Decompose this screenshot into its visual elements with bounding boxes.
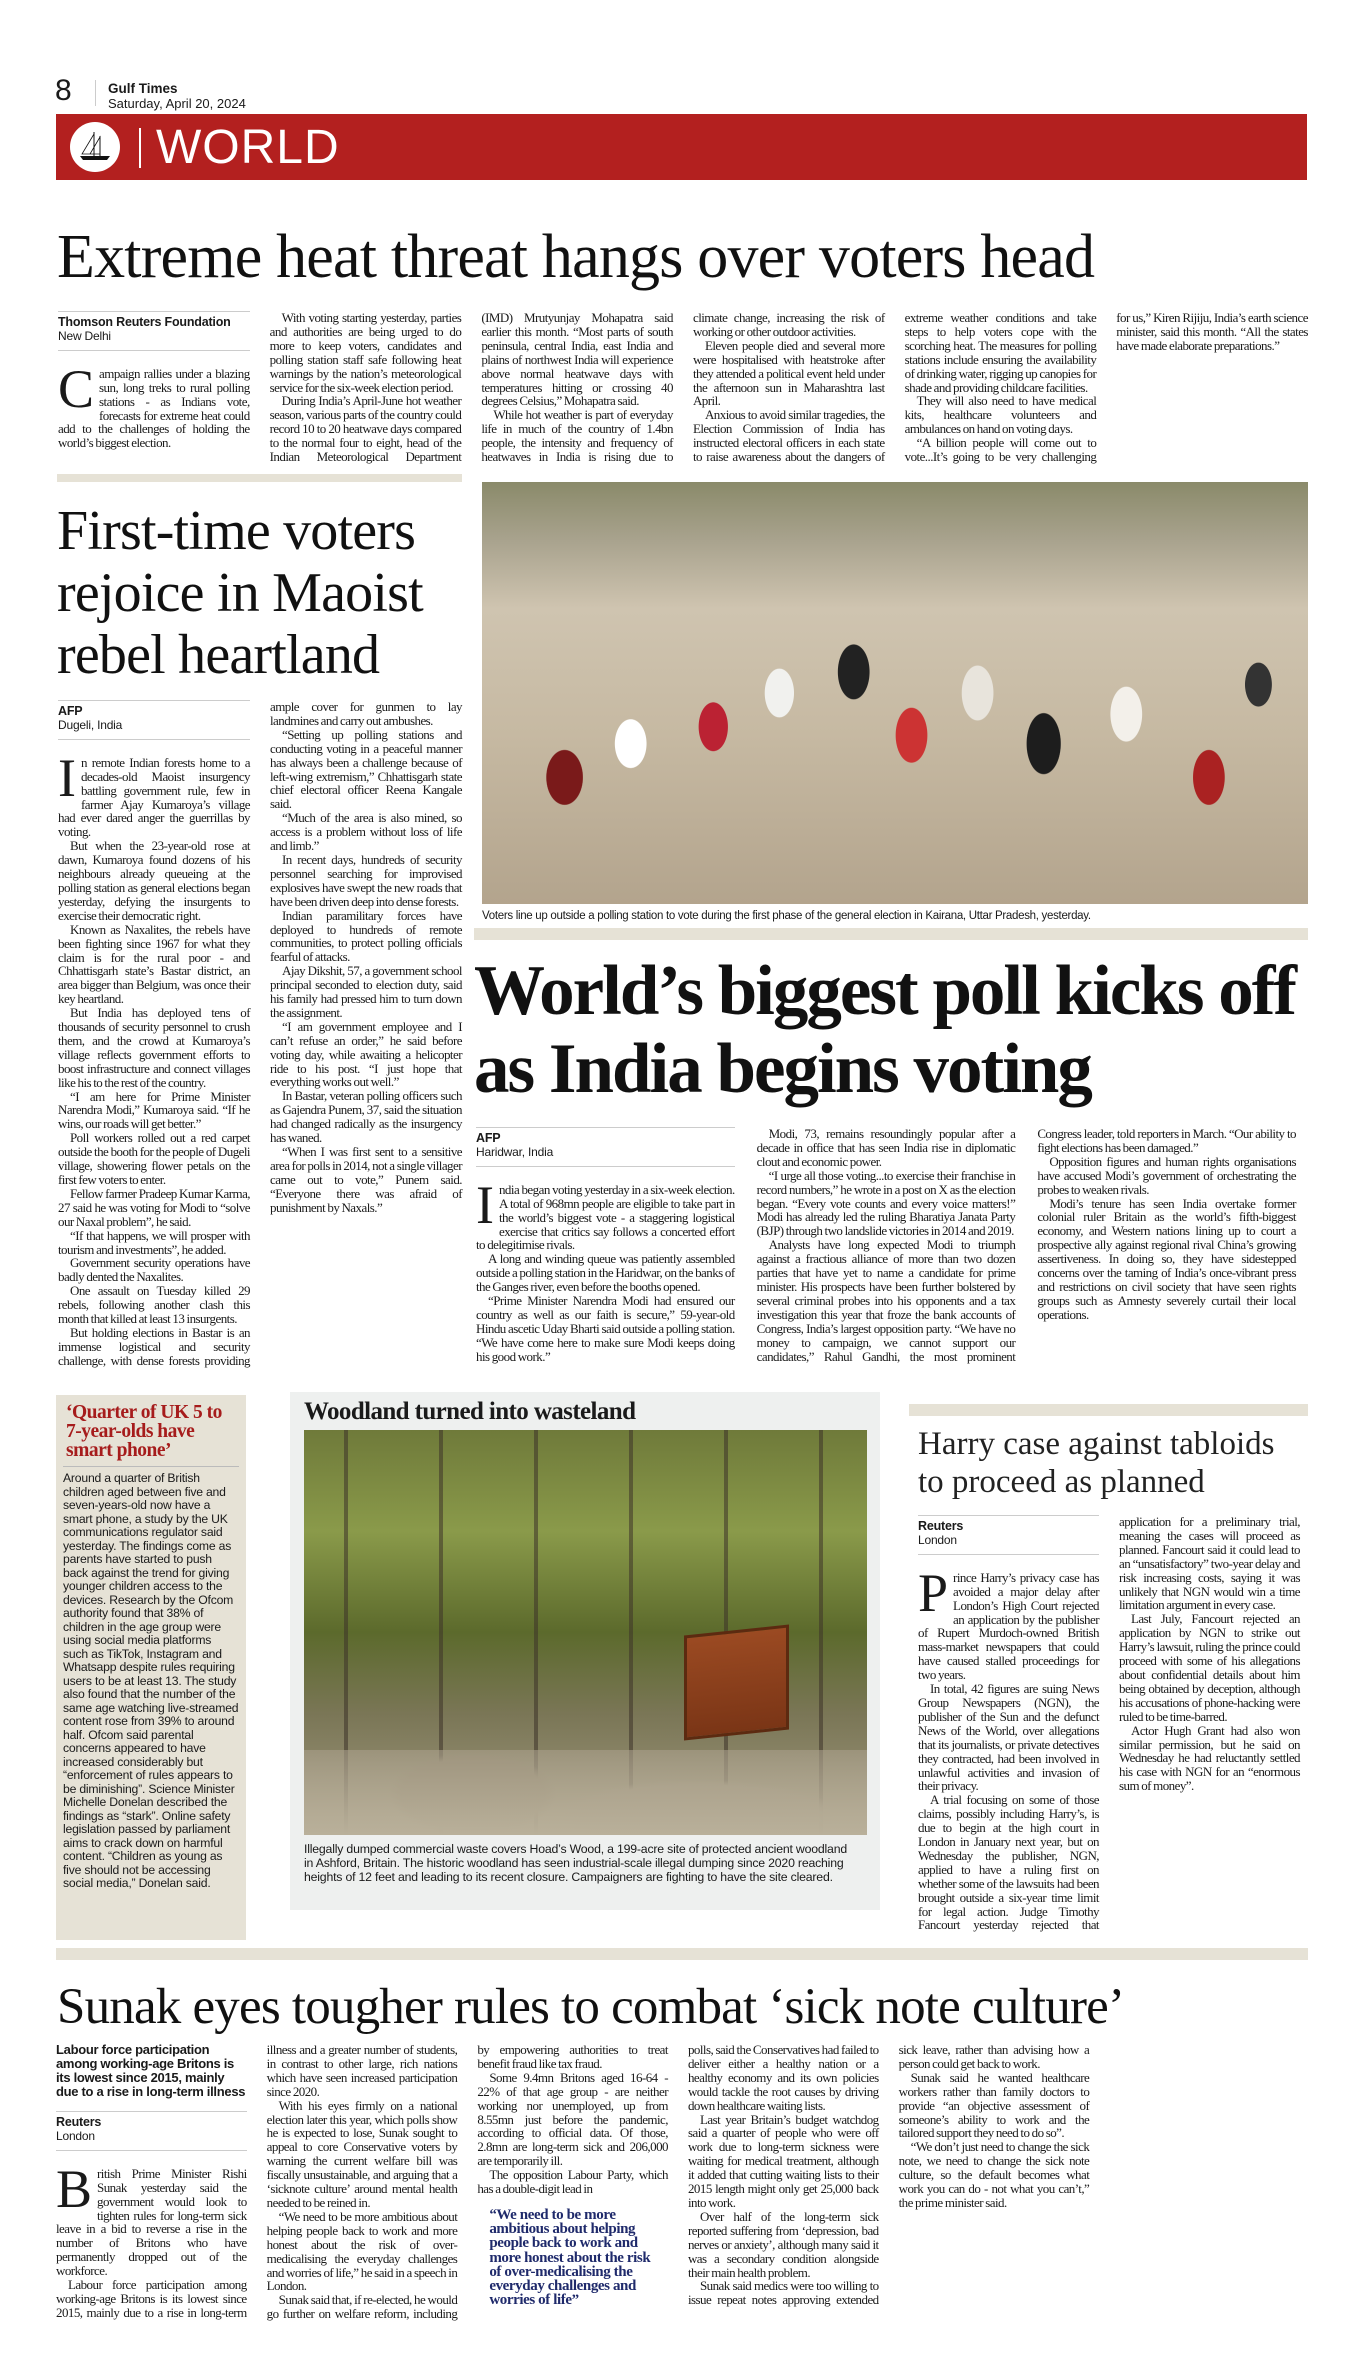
smartphone-sidebar: [56, 1395, 246, 1940]
section-rule: [474, 928, 1308, 940]
pull-quote: “We need to be more ambitious about helping people back to work and more honest about the risk of over-medicalising the everyday challenges and worries of life”: [489, 2206, 651, 2309]
article-paragraph: “When I was first sent to a sensitive area for polls in 2014, not a single villager came out to vote,” Punem said. “Everyone there was afraid of punishment by Naxals.”: [270, 1144, 462, 1215]
section-rule: [57, 474, 462, 482]
dumped-waste-photo: [304, 1430, 867, 1835]
article-paragraph: Poll workers rolled out a red carpet outside the booth for the people of Dugeli village, showering flower petals on the first few voters to enter.: [58, 1130, 250, 1187]
article-paragraph: “I urge all those voting...to exercise their franchise in record numbers,” he wrote in a post on X as the election began. “Every vote counts and every voice matters!” Modi has already led the ruling Bharatiya Janata Party (BJP) through two landslide victories in 2014 and 2019.: [756, 1167, 1016, 1239]
waste-heap: [304, 1750, 867, 1835]
sunak-article: [56, 2043, 1300, 2323]
article-paragraph: “Much of the area is also mined, so access is a problem without loss of life and limb.”: [270, 810, 462, 854]
sunak-deck: Labour force participation among working-age Britons is its lowest since 2015, mainly due to a rise in long-term illness: [56, 2042, 246, 2099]
article-paragraph: But when the 23-year-old rose at dawn, Kumaroya found dozens of his neighbours already queueing at the polling station as general elections began yesterday, defying the insurgents to exercise their democratic right.: [58, 838, 250, 923]
article-paragraph: Eleven people died and several more were hospitalised with heatstroke after they attended a political event held under the afternoon sun in Maharashtra last April.: [692, 337, 885, 409]
byline-agency: Thomson Reuters Foundation: [58, 315, 231, 329]
byline-agency: Reuters: [918, 1519, 964, 1533]
photo-caption: Voters line up outside a polling station to vote during the first phase of the general election in Kairana, Uttar Pradesh, yesterday.: [482, 910, 1091, 922]
article-paragraph: They will also need to have medical kits, healthcare volunteers and ambulances on hand on voting days.: [904, 393, 1097, 437]
harry-headline: Harry case against tabloids to proceed as planned: [918, 1426, 1275, 1500]
article-paragraph: “A billion people will come out to vote...It’s going to be very challenging for us,” Kiren Rijiju, India’s earth science minister, said this month. “All the states have made elaborate preparations.”: [904, 310, 1308, 465]
article-paragraph: “If that happens, we will prosper with tourism and investments”, he added.: [58, 1227, 250, 1257]
divider: [95, 80, 96, 106]
byline: [918, 1515, 1099, 1555]
byline: [56, 2111, 247, 2151]
byline-place: Dugeli, India: [58, 717, 123, 732]
article-paragraph: Modi’s tenure has seen India overtake former colonial ruler Britain as the world’s fifth-biggest economy, and Western nations lining up to court a prospective ally against regional rival China’s growing assertiveness. In doing so, they have sidestepped concerns over the taming of India’s once-vibrant press and restrictions on civil society that have seen rights groups such as Amnesty severely curtail their local operations.: [1037, 1195, 1296, 1322]
article-paragraph: Last July, Fancourt rejected an application by NGN to strike out Harry’s lawsuit, ruling the prince could proceed with some of his allegations about confidential details about him being obtained by deception, although his accusations of phone-hacking were ruled to be time-barred.: [1119, 1611, 1300, 1724]
byline-place: London: [918, 1532, 957, 1547]
maoist-headline: First-time voters rejoice in Maoist rebel heartland: [57, 500, 423, 686]
sidebar-headline: ‘Quarter of UK 5 to 7-year-olds have smart phone’: [63, 1403, 239, 1467]
article-paragraph: Some 9.4mn Britons aged 16-64 - 22% of that age group - are neither working nor unemployed, up from 8.55mn just before the pandemic, according to official data. Of those, 2.8mn are long-term sick and 206,000 are temporarily ill.: [477, 2069, 668, 2169]
paper-name: Gulf Times: [108, 81, 178, 96]
byline-place: Haridwar, India: [476, 1144, 554, 1159]
article-paragraph: But holding elections in Bastar is an immense logistical and security challenge, with dense forests providing ample cover for gunmen to lay landmines and carry out ambushes.: [58, 699, 462, 1368]
woodland-headline: Woodland turned into wasteland: [304, 1398, 636, 1425]
article-paragraph: “Prime Minister Narendra Modi had ensured our country as well as our faith is secure,” 59-year-old Hindu ascetic Uday Bharti said outside a polling station. “We have come here to make sure Modi keeps doing his good work.”: [476, 1293, 735, 1364]
byline-agency: AFP: [476, 1131, 501, 1145]
article-paragraph: In remote Indian forests home to a decades-old Maoist insurgency battling government rule, few in farmer Ajay Kumaroya’s village had ever dared anger the guerrillas by voting.: [58, 747, 250, 840]
article-paragraph: In total, 42 figures are suing News Group Newspapers (NGN), the publisher of the Sun and the defunct News of the World, over allegations that its journalists, or private detectives they contracted, had been involved in unlawful activities and invasion of their privacy.: [918, 1681, 1099, 1794]
maoist-article: [58, 700, 462, 1385]
byline: [58, 700, 250, 740]
heat-headline: Extreme heat threat hangs over voters head: [57, 223, 1095, 291]
article-paragraph: A long and winding queue was patiently assembled outside a polling station in the Haridwar, on the banks of the Ganges river, even before the booths opened.: [476, 1251, 735, 1295]
article-paragraph: Opposition figures and human rights organisations have accused Modi’s government of orchestrating the probes to weaken rivals.: [1037, 1153, 1296, 1197]
article-paragraph: “I am government employee and I can’t refuse an order,” he said before voting day, while awaiting a helicopter ride to his post. “I just hope that everything works out well.”: [270, 1018, 462, 1090]
article-paragraph: Sunak said medics were too willing to issue repeat notes approving extended sick leave, rather than advising how a person could get back to work.: [687, 2042, 1090, 2308]
article-paragraph: One assault on Tuesday killed 29 rebels, following another clash this month that killed at least 13 insurgents.: [58, 1283, 250, 1327]
article-paragraph: Known as Naxalites, the rebels have been fighting since 1967 for what they claim is for the rural poor - and Chhattisgarh state’s Bastar district, an area bigger than Belgium, was once their key heartland.: [58, 921, 250, 1007]
article-paragraph: India began voting yesterday in a six-week election. A total of 968mn people are eligible to take part in the world’s biggest vote - a staggering logistical exercise that critics say follows a concerted effort to delegitimise rivals.: [476, 1174, 735, 1253]
article-paragraph: The opposition Labour Party, which has a double-digit lead in: [477, 2167, 668, 2197]
article-paragraph: During India’s April-June hot weather season, various parts of the country could record 10 to 20 heatwave days compared to the normal four to eight, head of the Indian Meteorological Department (IMD) Mrutyunjay Mohapatra said earlier this month. “Most parts of south peninsula, central India, east India and plains of northwest India will experience above normal heatwave days with temperatures hitting or crossing 40 degrees Celsius,” Mohapatra said.: [269, 310, 673, 465]
byline: [58, 311, 250, 351]
woodland-caption: Illegally dumped commercial waste covers Hoad’s Wood, a 199-acre site of protected ancient woodland in Ashford, Britain. The historic woodland has seen industrial-scale illegal dumping since 2020 reaching heights of 12 feet and leading to its recent closure. Campaigners are fighting to have the site cleared.: [304, 1842, 847, 1884]
article-paragraph: Sunak said that, if re-elected, he would go further on welfare reform, including by empowering authorities to treat benefit fraud like tax fraud.: [266, 2042, 668, 2322]
section-rule: [909, 1404, 1308, 1416]
article-paragraph: Over half of the long-term sick reported suffering from ‘depression, bad nerves or anxiety’, although many said it was a secondary condition alongside their main health problem.: [687, 2208, 879, 2280]
article-paragraph: Anxious to avoid similar tragedies, the Election Commission of India has instructed electoral officers in each state to raise awareness about the dangers of extreme weather conditions and take steps to help voters cope with the scorching heat. The measures for polling stations include ensuring the availability of drinking water, rigging up canopies for shade and providing childcare facilities.: [692, 310, 1097, 465]
byline-place: New Delhi: [58, 328, 111, 343]
article-paragraph: Indian paramilitary forces have deployed to hundreds of remote communities, to protect polling officials fearful of attacks.: [270, 907, 462, 965]
divider: [139, 128, 141, 168]
poll-headline: World’s biggest poll kicks off as India begins voting: [474, 952, 1296, 1108]
article-paragraph: “We need to be more ambitious about helping people back to work and more honest about the risk of over-medicalising the everyday challenges and worries of life,” he said in a speech in London.: [266, 2208, 458, 2294]
dhow-logo-icon: [70, 122, 120, 172]
article-paragraph: With his eyes firmly on a national election later this year, which polls show he is expected to lose, Sunak sought to appeal to core Conservative voters by warning the current welfare bill was fiscally unsustainable, and arguing that a ‘sicknote culture’ around mental health needed to be reined in.: [266, 2097, 458, 2210]
article-paragraph: “Setting up polling stations and conducting voting in a peaceful manner has always been a challenge because of left-wing extremism,” Chhattisgarh state chief electoral officer Reena Kangale said.: [270, 726, 462, 812]
section-rule: [56, 1948, 1308, 1960]
article-paragraph: A trial focusing on some of those claims, possibly including Harry’s, is due to begin at the high court in London in January next year, but on Wednesday the publisher, NGN, applied to have a ruling first on whether some of the lawsuits had been brought outside a six-year time limit for legal action. Judge Timothy Fancourt yesterday rejected that application for a preliminary trial, meaning the cases will proceed as planned. Fancourt said it could lead to an “unsatisfactory” two-year delay and risk increasing costs, saying it was unlikely that NGN would win a time limitation argument in every case.: [918, 1514, 1300, 1933]
section-banner: [56, 114, 1307, 180]
article-paragraph: “I am here for Prime Minister Narendra Modi,” Kumaroya said. “If he wins, our roads will get better.”: [58, 1088, 250, 1132]
byline-agency: AFP: [58, 704, 83, 718]
polling-queue-photo: [482, 482, 1308, 904]
article-paragraph: polls, said the Conservatives had failed to deliver either a healthy nation or a healthy economy and its own policies would tackle the root causes by driving down healthcare waiting lists.: [687, 2042, 879, 2113]
article-paragraph: But India has deployed tens of thousands of security personnel to crush them, and the crowd at Kumaroya’s village reflects government efforts to boost infrastructure and connect villages like his to the rest of the country.: [58, 1005, 250, 1090]
byline-agency: Reuters: [56, 2115, 102, 2129]
sunak-headline: Sunak eyes tougher rules to combat ‘sick note culture’: [57, 1979, 1125, 2035]
article-paragraph: Ajay Dikshit, 57, a government school principal seconded to election duty, said his family had pressed him to turn down the assignment.: [270, 963, 462, 1020]
article-paragraph: “We don’t just need to change the sick note, we need to change the sick note culture, so the default becomes what work you can do - not what you can’t,” the prime minister said.: [898, 2139, 1090, 2210]
article-paragraph: In Bastar, veteran polling officers such as Gajendra Punem, 37, said the situation had changed radically as the insurgency has waned.: [270, 1088, 462, 1146]
harry-article: [918, 1515, 1300, 1943]
article-paragraph: Labour force participation among working-age Britons is its lowest since 2015, mainly due to a rise in long-term illness and a greater number of students, in contrast to other large, rich nations which have seen increased participation since 2020.: [56, 2042, 458, 2320]
article-paragraph: Government security operations have badly dented the Naxalites.: [58, 1255, 250, 1285]
skip-container: [684, 1624, 789, 1740]
byline: [476, 1127, 735, 1167]
article-paragraph: While hot weather is part of everyday life in much of the country of 1.4bn people, the intensity and frequency of heatwaves in India is rising due to climate change, increasing the risk of working or other outdoor activities.: [481, 310, 885, 465]
article-paragraph: With voting starting yesterday, parties and authorities are being urged to do more to keep voters, candidates and polling station staff safe following heat warnings by the nation’s meteorological service for the six-week election period.: [269, 310, 462, 395]
byline-place: London: [56, 2128, 95, 2143]
article-paragraph: Modi, 73, remains resoundingly popular after a decade in office that has seen India rise in diplomatic clout and economic power.: [756, 1126, 1016, 1169]
page-number: 8: [55, 74, 72, 107]
article-paragraph: Last year Britain’s budget watchdog said a quarter of people who were off work due to long-term sickness were waiting for medical treatment, although it added that cutting waiting lists to their 2015 length might only get 25,000 back into work.: [687, 2111, 879, 2210]
woodland-photo-box: [290, 1392, 880, 1910]
sidebar-text: Around a quarter of British children aged between five and seven-years-old now have a smart phone, a study by the UK communications regulator said yesterday. The findings come as parents have started to push back against the trend for giving younger children access to the devices. Research by the Ofcom authority found that 38% of children in the age group were using social media platforms such as TikTok, Instagram and Whatsapp despite rules requiring users to be at least 13. The study also found that the number of the same age watching live-streamed content rose from 39% to around half. Ofcom said parental concerns appeared to have increased considerably but “enforcement of rules appears to be diminishing”. Science Minister Michelle Donelan described the findings as “stark”. Online safety legislation passed by parliament aims to crack down on harmful content. “Children as young as five should not be accessing social media,” Donelan said.: [63, 1471, 239, 1890]
poll-article: [476, 1127, 1296, 1387]
article-paragraph: Fellow farmer Pradeep Kumar Karma, 27 said he was voting for Modi to “solve our Naxal problem”, he said.: [58, 1185, 250, 1229]
article-paragraph: Prince Harry’s privacy case has avoided a major delay after London’s High Court rejected an application by the publisher of Rupert Murdoch-owned British mass-market newspapers that could have caused stalled proceedings for two years.: [918, 1562, 1099, 1683]
section-title: WORLD: [156, 121, 340, 174]
article-paragraph: British Prime Minister Rishi Sunak yesterday said the government would look to tighten rules for long-term sick leave in a bid to reverse a rise in the number of Britons who have permanently dropped out of the workforce.: [56, 2158, 247, 2279]
article-paragraph: Analysts have long expected Modi to triumph against a fractious alliance of more than two dozen parties that have yet to name a candidate for prime minister. His prospects have been further bolstered by several criminal probes into his opponents and a tax investigation this year that froze the bank accounts of Congress, India’s largest opposition party. “We have no money to campaign, we cannot support our candidates,” Rahul Gandhi, the most prominent Congress leader, told reporters in March. “Our ability to fight elections has been damaged.”: [756, 1126, 1296, 1364]
issue-date: Saturday, April 20, 2024: [108, 96, 246, 111]
article-paragraph: Sunak said he wanted healthcare workers rather than family doctors to provide “an objective assessment of someone’s ability to work and the tailored support they need to do so”.: [898, 2069, 1090, 2141]
article-paragraph: In recent days, hundreds of security personnel searching for improvised explosives have swept the new roads that have been driven deep into dense forests.: [270, 851, 462, 909]
article-paragraph: Actor Hugh Grant had also won similar permission, but he said on Wednesday he had reluctantly settled his case with NGN for an “enormous sum of money”.: [1119, 1722, 1300, 1794]
article-paragraph: Campaign rallies under a blazing sun, long treks to rural polling stations - as Indians vote, forecasts for extreme heat could add to the challenges of holding the world’s biggest election.: [58, 358, 250, 451]
heat-article: [58, 311, 1308, 471]
